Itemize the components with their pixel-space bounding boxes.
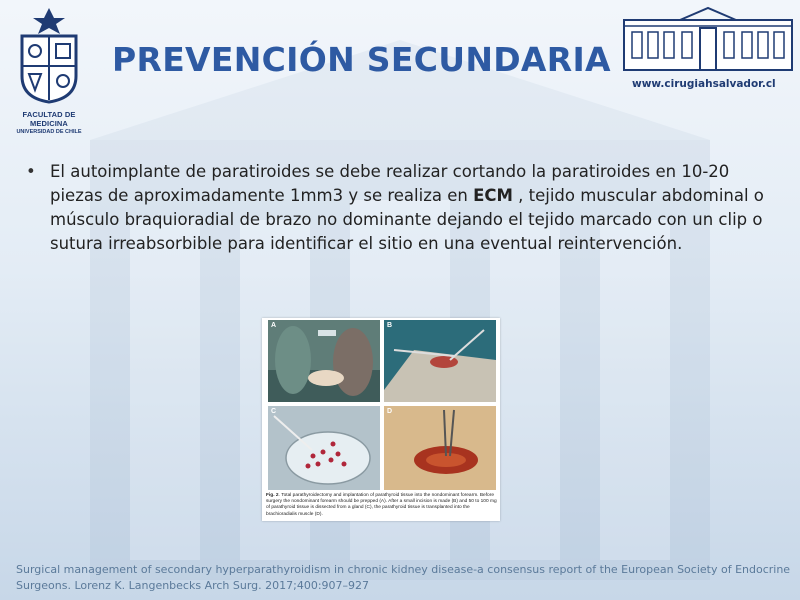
panel-letter-c: C xyxy=(271,408,277,415)
university-name: UNIVERSIDAD DE CHILE xyxy=(16,129,82,135)
bullet-dot: • xyxy=(26,162,36,181)
faculty-logo xyxy=(6,6,92,134)
bullet-text-start: El autoimplante de paratiroides se debe realizar cortando la paratiroides en 10-20 piezas de aproximadamente 1mm3 y se realiza en xyxy=(50,162,730,205)
faculty-name: FACULTAD DE MEDICINA xyxy=(22,110,76,128)
figure-panel-d xyxy=(384,406,496,490)
muscle-implant-photo xyxy=(384,406,496,490)
page-title: PREVENCIÓN SECUNDARIA xyxy=(112,40,611,79)
figure-panel-c xyxy=(268,406,380,490)
tissue-dish-photo xyxy=(268,406,380,490)
bullet-text-end: , tejido muscular abdominal o músculo braquioradial de brazo no dominante dejando el tejido marcado con un clip o sutura irreabsorbible para identificar el sitio en una eventual reintervención. xyxy=(50,186,764,253)
panel-letter-b: B xyxy=(387,322,393,329)
incision-photo xyxy=(384,320,496,402)
surgery-figure xyxy=(262,318,500,521)
university-crest-icon xyxy=(16,6,82,104)
panel-letter-a: A xyxy=(271,322,277,329)
bullet-text xyxy=(50,160,778,256)
figure-panel-b xyxy=(384,320,496,402)
caption-label: Fig. 2 xyxy=(266,493,279,498)
figure-caption: Fig. 2. Total parathyroidectomy and implantation of parathyroid tissue into the nondominant forearm. Before surgery the nondominant forearm should be prepped (A). After a small incision is made (B) and 50 to 100 mg of parathyroid tissue is dissected from a gland (C), the parathyroid tissue is transplanted into the brachioradialis muscle (D). xyxy=(266,493,497,517)
citation: Surgical management of secondary hyperparathyroidism in chronic kidney disease-a consensus report of the European Society of Endocrine Surgeons. Lorenz K. Langenbecks Arch Surg. 2017;400:907–927 xyxy=(16,563,791,592)
surgeons-photo xyxy=(268,320,380,402)
caption-text: Total parathyroidectomy and implantation of parathyroid tissue into the nondominant forearm. Before surgery the nondominant forearm should be prepped (A). After a small incision is made (B) and 50 to 100 mg of parathyroid tissue is dissected from a gland (C), the parathyroid tissue is transplanted into the brachioradialis muscle (D). xyxy=(266,493,497,517)
website-url: www.cirugiahsalvador.cl xyxy=(632,78,776,90)
bullet-item xyxy=(26,160,778,256)
panel-letter-d: D xyxy=(387,408,393,415)
bullet-text-bold: ECM xyxy=(473,186,513,205)
figure-panel-a xyxy=(268,320,380,402)
